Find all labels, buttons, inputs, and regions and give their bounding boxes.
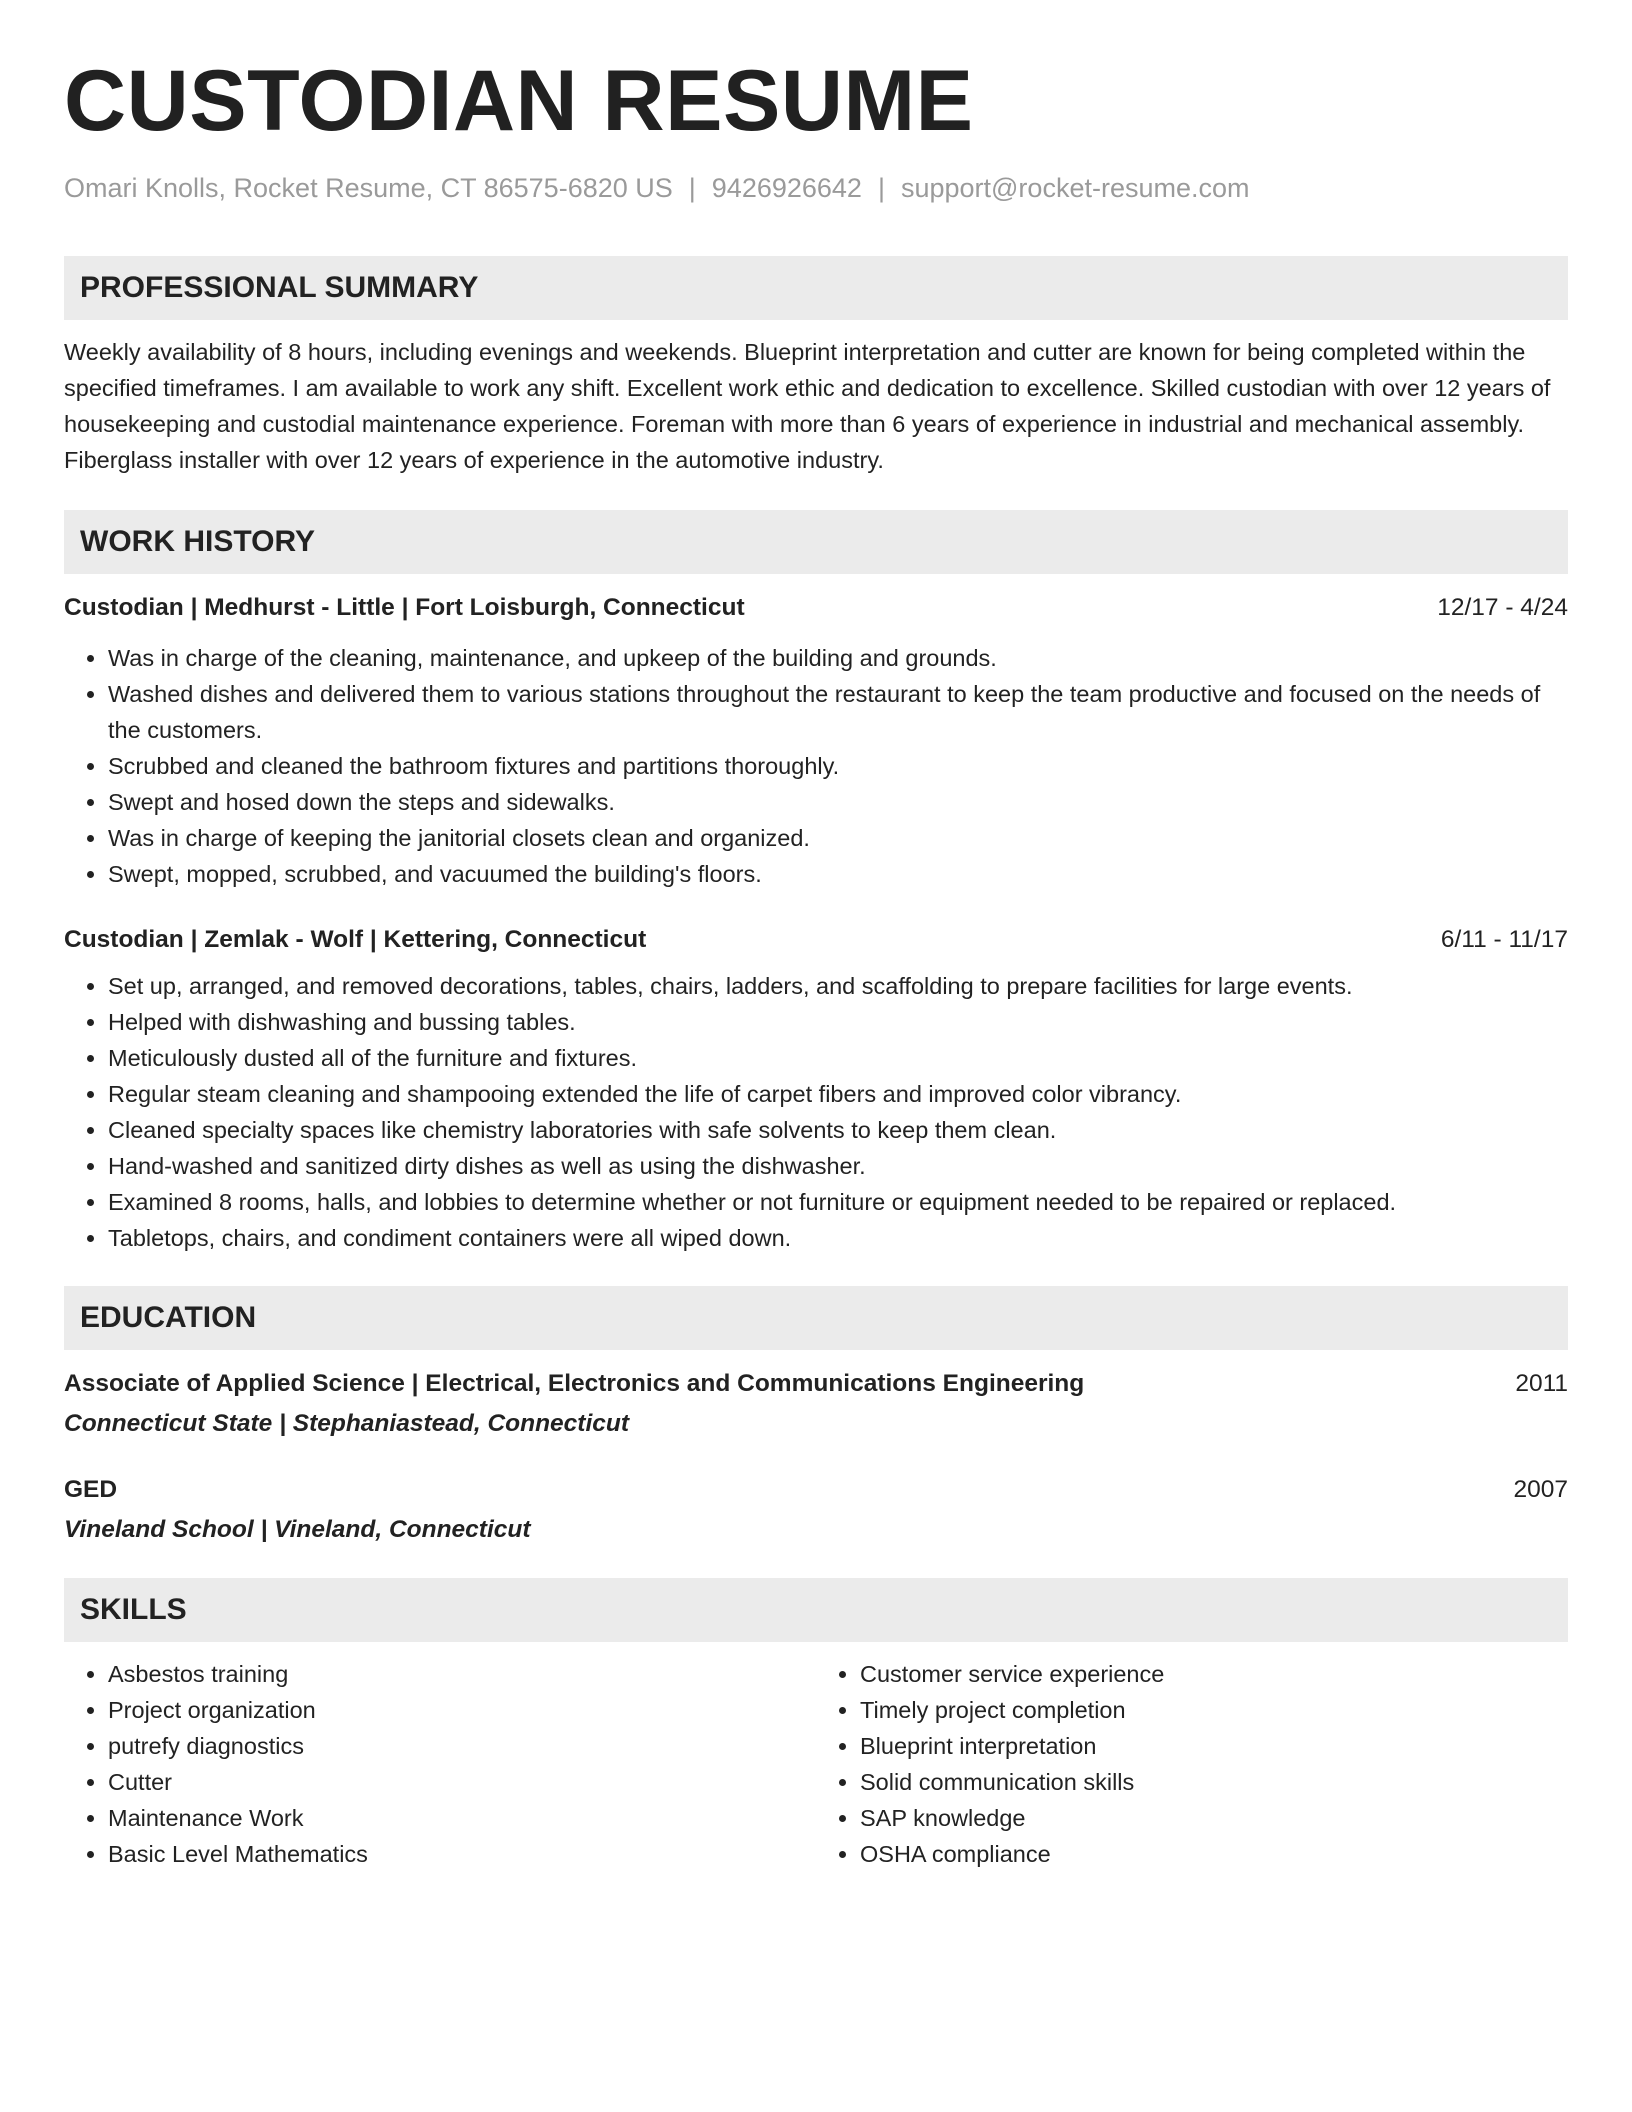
list-item: • Project organization xyxy=(108,1692,816,1728)
list-item: • Washed dishes and delivered them to various stations throughout the restaurant to keep the team productive and focused on the needs of the customers. xyxy=(108,676,1568,748)
skills-list xyxy=(64,1656,1568,1872)
contact-separator: | xyxy=(688,173,696,203)
contact-line xyxy=(64,172,1568,204)
list-item: • OSHA compliance xyxy=(860,1836,1568,1872)
list-item: • Asbestos training xyxy=(108,1656,816,1692)
page-title: CUSTODIAN RESUME xyxy=(64,53,974,149)
list-item: • Was in charge of keeping the janitorial closets clean and organized. xyxy=(108,820,1568,856)
job-bullets xyxy=(64,640,1568,892)
job-title: Custodian | Zemlak - Wolf | Kettering, Connecticut xyxy=(64,926,647,954)
education-degree: GED xyxy=(64,1476,118,1504)
education-school: Vineland School | Vineland, Connecticut xyxy=(64,1516,531,1544)
list-item: • Examined 8 rooms, halls, and lobbies to determine whether or not furniture or equipment needed to be repaired or replaced. xyxy=(108,1184,1568,1220)
list-item: • Regular steam cleaning and shampooing extended the life of carpet fibers and improved color vibrancy. xyxy=(108,1076,1568,1112)
education-school: Connecticut State | Stephaniastead, Connecticut xyxy=(64,1410,629,1438)
list-item: • Swept and hosed down the steps and sidewalks. xyxy=(108,784,1568,820)
summary-text: Weekly availability of 8 hours, including evenings and weekends. Blueprint interpretation and cutter are known for being completed within the specified timeframes. I am available to work any shift. Excellent work ethic and dedication to excellence. Skilled custodian with over 12 years of housekeeping and custodial maintenance experience. Foreman with more than 6 years of experience in industrial and mechanical assembly. Fiberglass installer with over 12 years of experience in the automotive industry. xyxy=(64,339,1551,474)
list-item: • Maintenance Work xyxy=(108,1800,816,1836)
job-header xyxy=(64,922,1568,958)
list-item: • Meticulously dusted all of the furniture and fixtures. xyxy=(108,1040,1568,1076)
list-item: • Swept, mopped, scrubbed, and vacuumed the building's floors. xyxy=(108,856,1568,892)
job-dates: 12/17 - 4/24 xyxy=(1437,594,1568,622)
list-item: • Was in charge of the cleaning, maintenance, and upkeep of the building and grounds. xyxy=(108,640,1568,676)
education-year: 2007 xyxy=(1513,1476,1568,1504)
list-item: • Hand-washed and sanitized dirty dishes as well as using the dishwasher. xyxy=(108,1148,1568,1184)
skills-column-right xyxy=(816,1656,1568,1872)
list-item: • putrefy diagnostics xyxy=(108,1728,816,1764)
education-item xyxy=(64,1366,1568,1442)
list-item: • Cutter xyxy=(108,1764,816,1800)
education-item-header xyxy=(64,1366,1568,1402)
job-bullets xyxy=(64,968,1568,1256)
contact-address: Omari Knolls, Rocket Resume, CT 86575-6820 US xyxy=(64,173,673,203)
list-item: • Customer service experience xyxy=(860,1656,1568,1692)
list-item: • SAP knowledge xyxy=(860,1800,1568,1836)
list-item: • Tabletops, chairs, and condiment containers were all wiped down. xyxy=(108,1220,1568,1256)
section-header-work-history: WORK HISTORY xyxy=(64,510,1568,574)
list-item: • Basic Level Mathematics xyxy=(108,1836,816,1872)
contact-separator: | xyxy=(877,173,885,203)
list-item: • Timely project completion xyxy=(860,1692,1568,1728)
list-item: • Solid communication skills xyxy=(860,1764,1568,1800)
skills-column-left xyxy=(64,1656,816,1872)
list-item: • Blueprint interpretation xyxy=(860,1728,1568,1764)
contact-phone: 9426926642 xyxy=(711,173,862,203)
education-item-header xyxy=(64,1472,1568,1508)
list-item: • Cleaned specialty spaces like chemistry laboratories with safe solvents to keep them clean. xyxy=(108,1112,1568,1148)
job-title: Custodian | Medhurst - Little | Fort Loisburgh, Connecticut xyxy=(64,594,745,622)
education-item xyxy=(64,1472,1568,1548)
job-header xyxy=(64,590,1568,626)
list-item: • Scrubbed and cleaned the bathroom fixtures and partitions thoroughly. xyxy=(108,748,1568,784)
list-item: • Helped with dishwashing and bussing tables. xyxy=(108,1004,1568,1040)
section-header-skills: SKILLS xyxy=(64,1578,1568,1642)
education-degree: Associate of Applied Science | Electrical, Electronics and Communications Engineering xyxy=(64,1370,1085,1398)
job-dates: 6/11 - 11/17 xyxy=(1440,926,1568,954)
education-year: 2011 xyxy=(1515,1370,1568,1398)
section-header-summary: PROFESSIONAL SUMMARY xyxy=(64,256,1568,320)
section-header-education: EDUCATION xyxy=(64,1286,1568,1350)
list-item: • Set up, arranged, and removed decorations, tables, chairs, ladders, and scaffolding to prepare facilities for large events. xyxy=(108,968,1568,1004)
contact-email: support@rocket-resume.com xyxy=(900,173,1250,203)
